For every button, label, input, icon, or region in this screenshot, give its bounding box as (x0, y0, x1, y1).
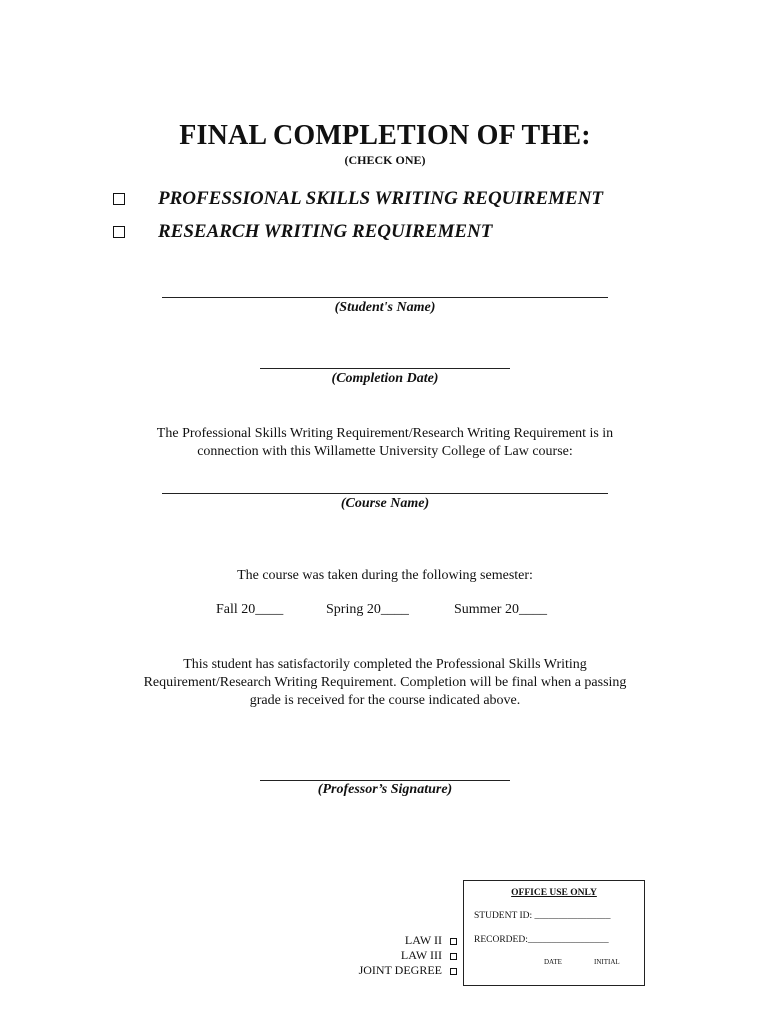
summer-semester-field[interactable]: Summer 20____ (454, 602, 547, 617)
date-label: DATE (544, 958, 562, 966)
law-ii-checkbox[interactable] (450, 938, 457, 945)
joint-degree-option[interactable] (359, 963, 457, 978)
completion-text-line-2: Requirement/Research Writing Requirement. Completion will be final when a passing (143, 675, 627, 690)
completion-date-caption: (Completion Date) (331, 371, 439, 386)
spring-semester-field[interactable]: Spring 20____ (326, 602, 409, 617)
checkbox-research-writing[interactable] (113, 226, 125, 238)
joint-degree-checkbox[interactable] (450, 968, 457, 975)
law-ii-label: LAW II (404, 933, 442, 947)
course-name-field[interactable] (162, 493, 608, 494)
office-use-box (463, 880, 645, 986)
law-ii-option[interactable] (405, 933, 457, 948)
option-professional-skills[interactable] (113, 188, 603, 210)
completion-text-line-3: grade is received for the course indicated above. (249, 693, 521, 708)
course-name-caption: (Course Name) (340, 496, 430, 511)
connection-text-line-1: The Professional Skills Writing Requirement/Research Writing Requirement is in (156, 426, 614, 441)
option-research-writing[interactable] (113, 221, 492, 243)
recorded-field[interactable]: RECORDED:_________________ (474, 935, 609, 945)
fall-semester-field[interactable]: Fall 20____ (216, 602, 284, 617)
professor-signature-caption: (Professor’s Signature) (317, 782, 453, 797)
initial-label: INITIAL (594, 958, 620, 966)
professor-signature-field[interactable] (260, 780, 510, 781)
student-name-caption: (Student's Name) (334, 300, 436, 315)
office-use-header: OFFICE USE ONLY (511, 888, 597, 898)
option-professional-skills-label: PROFESSIONAL SKILLS WRITING REQUIREMENT (158, 188, 604, 209)
student-name-field[interactable] (162, 297, 608, 298)
completion-text-line-1: This student has satisfactorily completed the Professional Skills Writing (183, 657, 587, 672)
checkbox-professional-skills[interactable] (113, 193, 125, 205)
option-research-writing-label: RESEARCH WRITING REQUIREMENT (158, 221, 493, 242)
law-iii-option[interactable] (401, 948, 457, 963)
form-title: FINAL COMPLETION OF THE: (179, 120, 591, 151)
student-id-field[interactable]: STUDENT ID: ________________ (474, 911, 611, 921)
completion-date-field[interactable] (260, 368, 510, 369)
semester-options (0, 602, 770, 622)
joint-degree-label: JOINT DEGREE (358, 963, 442, 977)
check-one-instruction: (CHECK ONE) (344, 153, 426, 167)
law-iii-checkbox[interactable] (450, 953, 457, 960)
semester-intro-text: The course was taken during the following semester: (237, 568, 533, 583)
connection-text-line-2: connection with this Willamette University College of Law course: (197, 444, 573, 459)
law-iii-label: LAW III (400, 948, 442, 962)
